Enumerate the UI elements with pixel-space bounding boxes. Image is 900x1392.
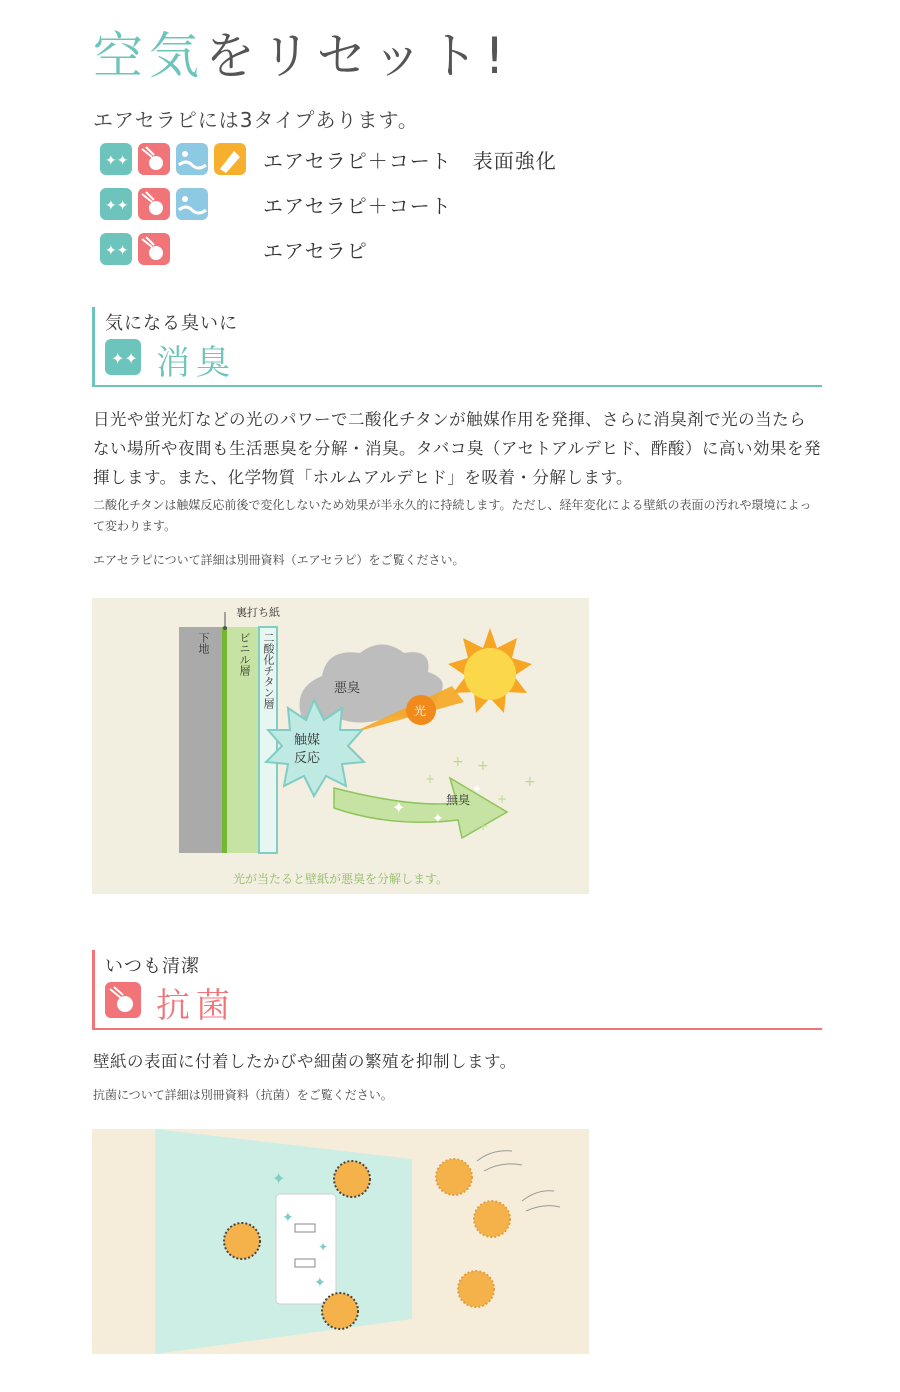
label-vinyl: ビニル層 [238,632,251,676]
type-label: エアセラピ [263,239,368,263]
deodor-section-header [92,307,822,387]
title-highlight: 空気 [93,27,205,85]
svg-text:✦: ✦ [392,798,406,817]
svg-text:✦: ✦ [272,1169,286,1188]
section-pretitle: 気になる臭いに [105,313,238,334]
deodorize-icon [100,233,132,265]
svg-text:+: + [425,772,436,786]
title-rest: をリセット! [205,27,511,85]
page-title [93,24,511,88]
deodorize-icon [100,188,132,220]
section-accent-bar [92,950,95,1030]
anti-detail-note: 抗菌について詳細は別冊資料（抗菌）をご覧ください。 [93,1088,393,1102]
svg-text:✦: ✦ [314,1275,326,1291]
label-backing-paper: 裏打ち紙 [236,606,280,619]
base-layer [179,627,222,853]
antibacterial-icon [138,233,170,265]
coating-icon [176,188,208,220]
deodorize-icon [105,339,141,375]
svg-text:✦✦: ✦✦ [105,198,129,214]
svg-text:+: + [478,819,489,833]
deodor-detail-note: エアセラピについて詳細は別冊資料（エアセラピ）をご覧ください。 [93,553,465,567]
antibacterial-icon [105,982,141,1018]
label-tio2: 二酸化チタン層 [262,632,275,709]
label-odorless: 無臭 [446,793,471,807]
type-label: エアセラピ＋コート [263,194,452,218]
coating-icon [176,143,208,175]
svg-text:+: + [497,792,508,806]
antibacterial-icon [138,143,170,175]
svg-text:+: + [477,758,489,774]
section-heading: 抗菌 [156,986,236,1026]
svg-text:✦: ✦ [472,782,483,796]
deodor-note: 二酸化チタンは触媒反応前後で変化しないため効果が半永久的に持続します。ただし、経年変化による壁紙の表面の汚れや環境によって変わります。 [93,498,812,533]
diagram-caption: 光が当たると壁紙が悪臭を分解します。 [232,872,449,886]
svg-text:✦✦: ✦✦ [105,153,129,169]
subtitle: エアセラピには3タイプあります。 [93,108,419,132]
section-underline [92,1028,822,1030]
label-light: 光 [414,704,427,718]
anti-diagram [92,1129,589,1354]
section-pretitle: いつも清潔 [105,956,200,977]
section-underline [92,385,822,387]
label-reaction: 触媒反応 [293,733,320,766]
svg-text:+: + [524,774,536,790]
type-label: エアセラピ＋コート 表面強化 [263,149,557,173]
section-accent-bar [92,307,95,387]
label-odor: 悪臭 [334,681,361,696]
deodor-diagram [92,598,589,894]
surface-strength-icon [214,143,246,175]
antibacterial-icon [138,188,170,220]
svg-text:+: + [452,754,464,770]
anti-section-header [92,950,822,1030]
label-base: 下地 [197,632,210,654]
svg-text:✦✦: ✦✦ [105,243,129,259]
deodorize-icon [100,143,132,175]
backing-paper-layer [222,627,227,853]
anti-body: 壁紙の表面に付着したかびや細菌の繁殖を抑制します。 [93,1052,517,1071]
section-heading: 消臭 [156,343,236,383]
svg-text:✦: ✦ [432,811,444,827]
svg-text:✦: ✦ [282,1210,294,1226]
deodor-body: 日光や蛍光灯などの光のパワーで二酸化チタンが触媒作用を発揮、さらに消臭剤で光の当たらない場所や夜間も生活悪臭を分解・消臭。タバコ臭（アセトアルデヒド、酢酸）に高い効果を発揮します。また、化学物質「ホルムアルデヒド」を吸着・分解します。 [93,410,822,487]
svg-text:✦✦: ✦✦ [111,349,138,368]
svg-text:✦: ✦ [318,1240,329,1254]
